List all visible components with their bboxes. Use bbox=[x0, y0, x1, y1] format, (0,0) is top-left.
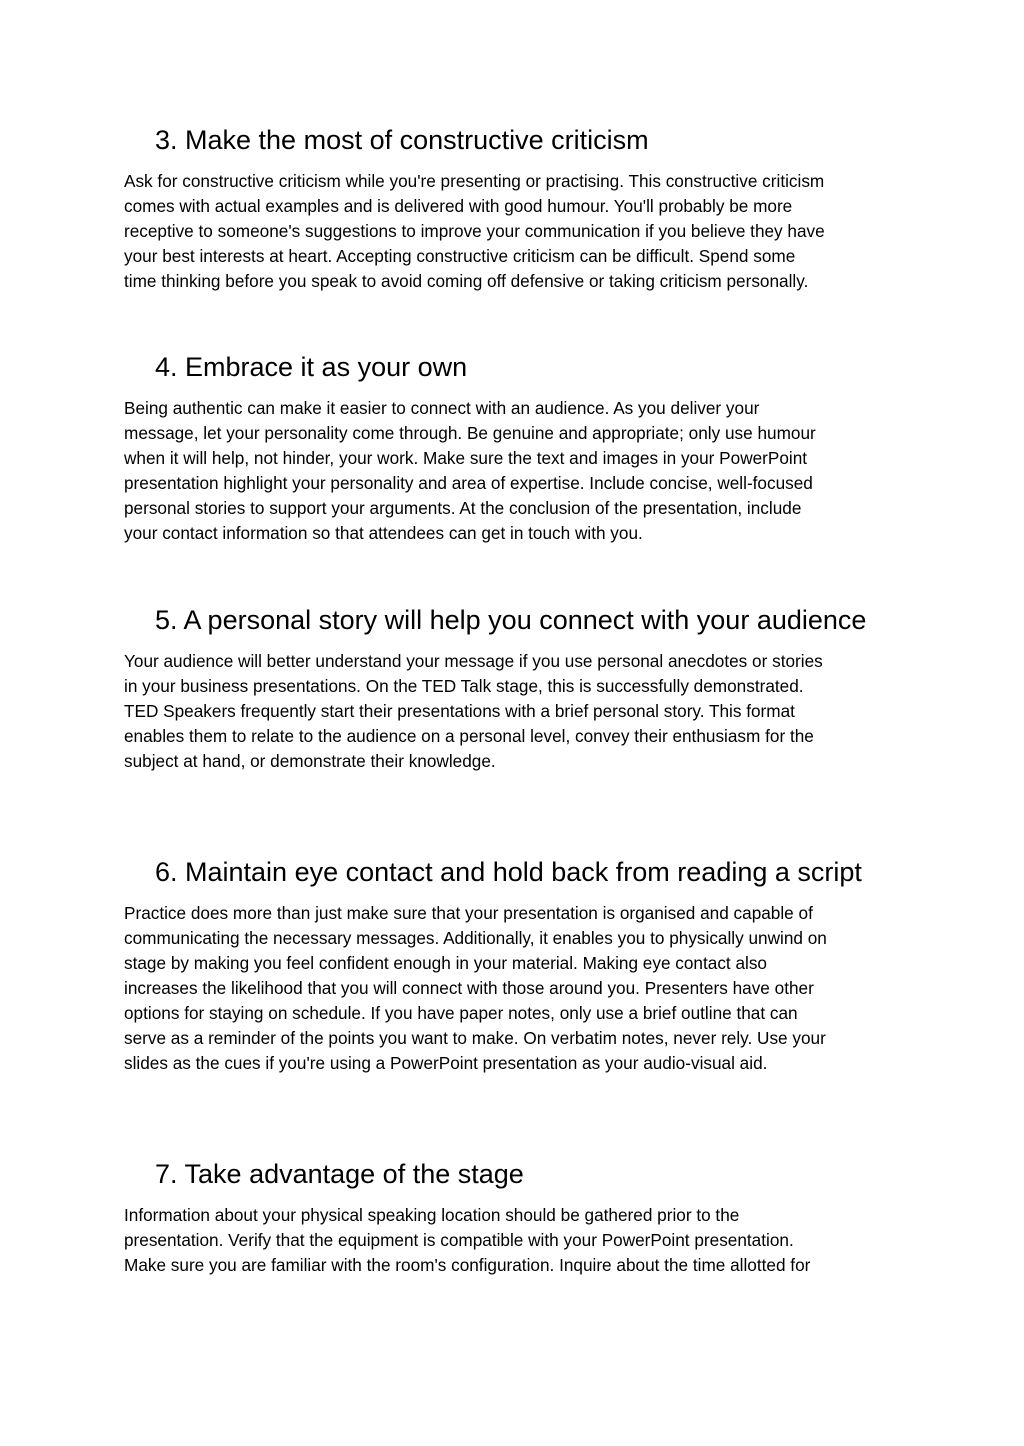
paragraph-line: Ask for constructive criticism while you're presenting or practising. This constructive criticism bbox=[124, 171, 825, 191]
paragraph-line: increases the likelihood that you will connect with those around you. Presenters have other bbox=[124, 978, 814, 998]
paragraph-line: Information about your physical speaking location should be gathered prior to the bbox=[124, 1205, 740, 1225]
paragraph-line: in your business presentations. On the TED Talk stage, this is successfully demonstrated. bbox=[124, 676, 804, 696]
section-heading: 6. Maintain eye contact and hold back from reading a script bbox=[155, 857, 862, 887]
paragraph-line: your contact information so that attendees can get in touch with you. bbox=[124, 523, 643, 543]
paragraph-line: receptive to someone's suggestions to improve your communication if you believe they have bbox=[124, 221, 825, 241]
section-paragraph bbox=[124, 649, 914, 774]
paragraph-line: enables them to relate to the audience on a personal level, convey their enthusiasm for the bbox=[124, 726, 814, 746]
paragraph-line: subject at hand, or demonstrate their knowledge. bbox=[124, 751, 496, 771]
paragraph-line: options for staying on schedule. If you have paper notes, only use a brief outline that can bbox=[124, 1003, 798, 1023]
paragraph-line: Being authentic can make it easier to connect with an audience. As you deliver your bbox=[124, 398, 760, 418]
paragraph-line: communicating the necessary messages. Additionally, it enables you to physically unwind on bbox=[124, 928, 827, 948]
section-heading: 5. A personal story will help you connect with your audience bbox=[155, 605, 867, 635]
paragraph-line: TED Speakers frequently start their presentations with a brief personal story. This format bbox=[124, 701, 795, 721]
section-paragraph bbox=[124, 901, 914, 1076]
paragraph-line: presentation. Verify that the equipment is compatible with your PowerPoint presentation. bbox=[124, 1230, 794, 1250]
section-heading: 3. Make the most of constructive criticism bbox=[155, 125, 649, 155]
paragraph-line: stage by making you feel confident enough in your material. Making eye contact also bbox=[124, 953, 767, 973]
paragraph-line: presentation highlight your personality and area of expertise. Include concise, well-focused bbox=[124, 473, 813, 493]
paragraph-line: comes with actual examples and is delivered with good humour. You'll probably be more bbox=[124, 196, 793, 216]
paragraph-line: slides as the cues if you're using a PowerPoint presentation as your audio-visual aid. bbox=[124, 1053, 768, 1073]
paragraph-line: your best interests at heart. Accepting constructive criticism can be difficult. Spend some bbox=[124, 246, 796, 266]
paragraph-line: Make sure you are familiar with the room's configuration. Inquire about the time allotted for bbox=[124, 1255, 811, 1275]
section-heading: 4. Embrace it as your own bbox=[155, 352, 468, 382]
paragraph-line: time thinking before you speak to avoid coming off defensive or taking criticism personally. bbox=[124, 271, 809, 291]
paragraph-line: Your audience will better understand your message if you use personal anecdotes or stories bbox=[124, 651, 823, 671]
paragraph-line: serve as a reminder of the points you want to make. On verbatim notes, never rely. Use your bbox=[124, 1028, 826, 1048]
section-paragraph bbox=[124, 1203, 914, 1278]
section-heading: 7. Take advantage of the stage bbox=[155, 1159, 524, 1189]
section-paragraph bbox=[124, 169, 914, 294]
paragraph-line: personal stories to support your arguments. At the conclusion of the presentation, include bbox=[124, 498, 802, 518]
paragraph-line: message, let your personality come through. Be genuine and appropriate; only use humour bbox=[124, 423, 816, 443]
section-paragraph bbox=[124, 396, 914, 546]
paragraph-line: when it will help, not hinder, your work. Make sure the text and images in your PowerPoint bbox=[124, 448, 808, 468]
paragraph-line: Practice does more than just make sure that your presentation is organised and capable of bbox=[124, 903, 813, 923]
